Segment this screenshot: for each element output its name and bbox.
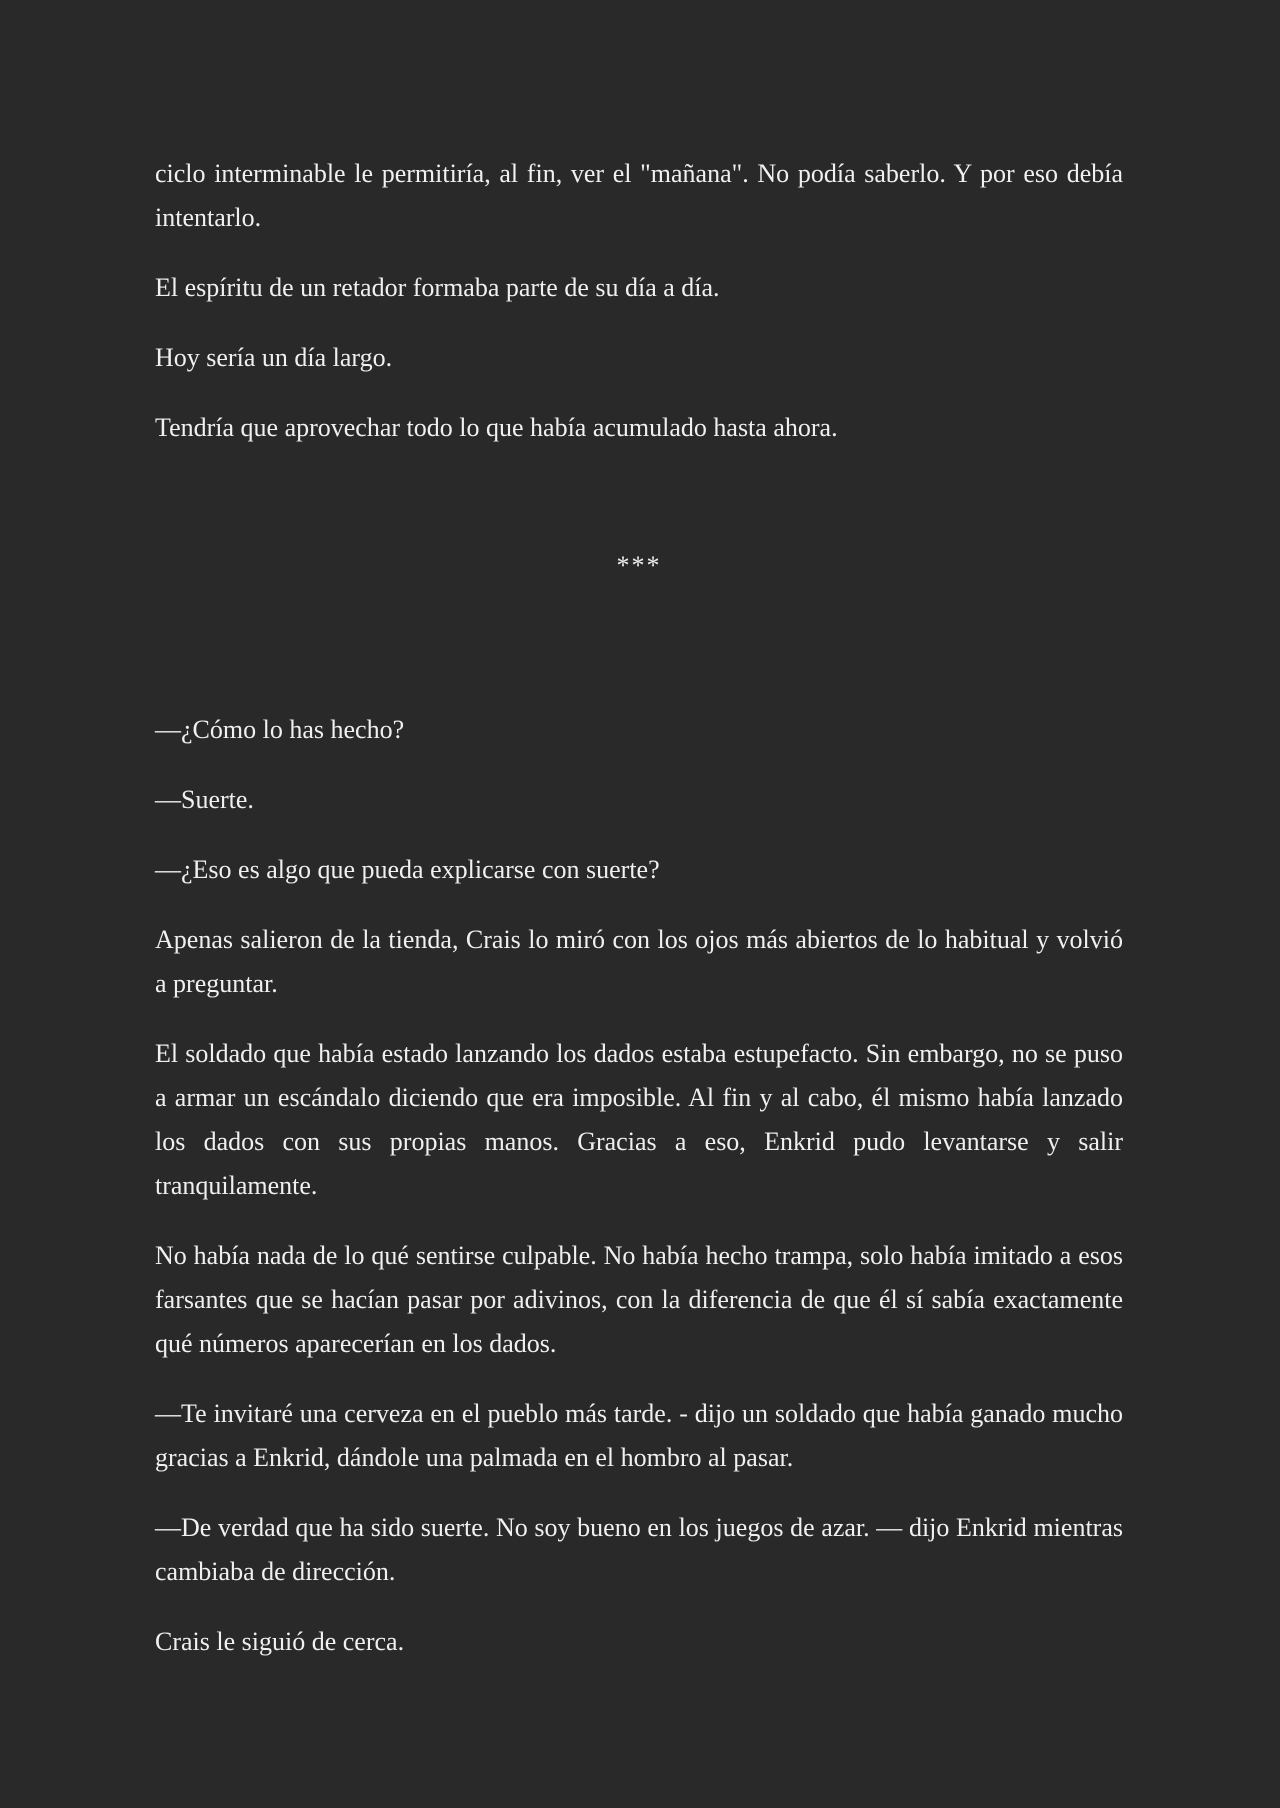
paragraph: —¿Cómo lo has hecho? (155, 715, 405, 744)
paragraph: —Suerte. (155, 785, 254, 814)
paragraph: No había nada de lo qué sentirse culpable. No había hecho trampa, solo había imitado a esos farsantes que se hacían pasar por adivinos, con la diferencia de que él sí sabía exactamente qué números aparecerían en los dados. (155, 1241, 1123, 1358)
paragraph: Tendría que aprovechar todo lo que había acumulado hasta ahora. (155, 413, 838, 442)
paragraph: Apenas salieron de la tienda, Crais lo miró con los ojos más abiertos de lo habitual y volvió a preguntar. (155, 925, 1123, 998)
paragraph: —¿Eso es algo que pueda explicarse con suerte? (155, 855, 660, 884)
paragraph: —Te invitaré una cerveza en el pueblo más tarde. - dijo un soldado que había ganado mucho gracias a Enkrid, dándole una palmada en el hombro al pasar. (155, 1399, 1123, 1472)
section-separator: *** (616, 551, 662, 580)
document-page (155, 152, 1123, 1690)
paragraph: El soldado que había estado lanzando los dados estaba estupefacto. Sin embargo, no se puso a armar un escándalo diciendo que era imposible. Al fin y al cabo, él mismo había lanzado los dados con sus propias manos. Gracias a eso, Enkrid pudo levantarse y salir tranquilamente. (155, 1039, 1123, 1200)
paragraph: ciclo interminable le permitiría, al fin, ver el "mañana". No podía saberlo. Y por eso debía intentarlo. (155, 159, 1123, 232)
paragraph: Crais le siguió de cerca. (155, 1627, 405, 1656)
paragraph: El espíritu de un retador formaba parte de su día a día. (155, 273, 720, 302)
paragraph: —De verdad que ha sido suerte. No soy bueno en los juegos de azar. — dijo Enkrid mientras cambiaba de dirección. (155, 1513, 1123, 1586)
paragraph: Hoy sería un día largo. (155, 343, 393, 372)
